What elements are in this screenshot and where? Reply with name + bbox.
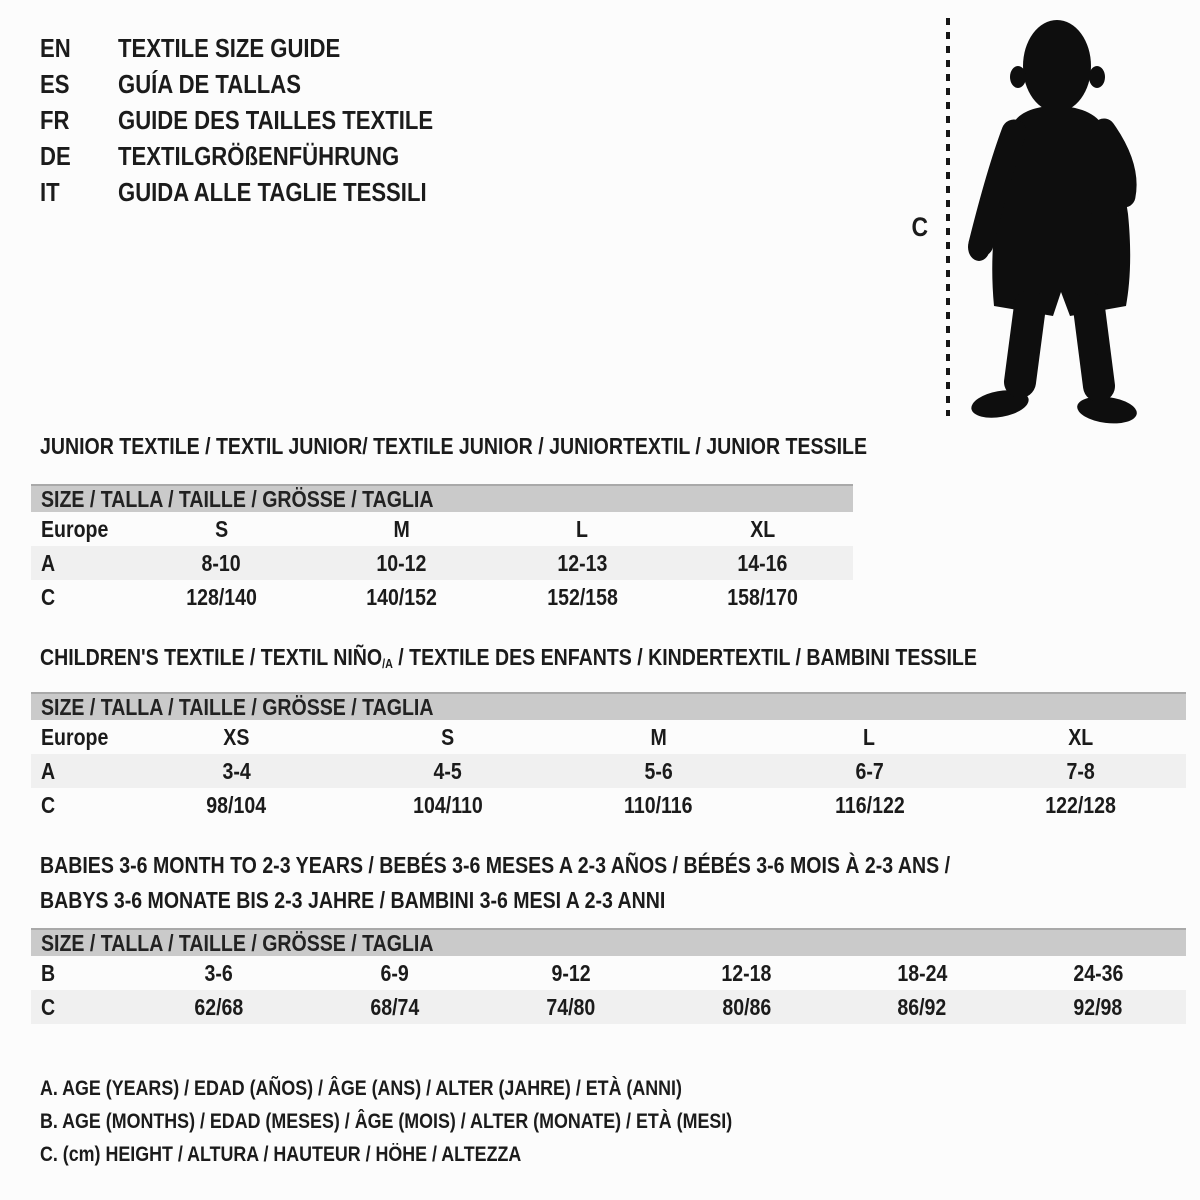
value-cell: 152/158 [546,583,618,610]
table-row [31,788,1186,822]
language-row [40,102,489,138]
language-label: GUIDE DES TAILLES TEXTILE [118,105,434,135]
value-cell: 86/92 [897,993,947,1020]
size-cell: XL [750,515,776,542]
children-heading-text: / TEXTILE DES ENFANTS / KINDERTEXTIL / BAMBINI TESSILE [392,644,977,670]
legend-line-height-cm: C. (cm) HEIGHT / ALTURA / HAUTEUR / HÖHE / ALTEZZA [40,1143,522,1166]
language-code: FR [40,105,70,135]
value-cell: 68/74 [370,993,420,1020]
table-row [31,990,1186,1024]
size-header-band: SIZE / TALLA / TAILLE / GRÖSSE / TAGLIA [31,692,1186,720]
babies-heading-line2: BABYS 3-6 MONATE BIS 2-3 JAHRE / BAMBINI 3-6 MESI A 2-3 ANNI [40,887,666,913]
children-heading-text: CHILDREN'S TEXTILE / TEXTIL NIÑO [40,644,383,670]
value-cell: 98/104 [206,791,267,818]
babies-heading-line1: BABIES 3-6 MONTH TO 2-3 YEARS / BEBÉS 3-6 MESES A 2-3 AÑOS / BÉBÉS 3-6 MOIS À 2-3 ANS / [40,852,951,878]
language-label: GUIDA ALLE TAGLIE TESSILI [118,177,427,207]
table-row [31,580,853,614]
nino-subscript: /A [382,657,393,672]
value-cell: 9-12 [551,959,591,986]
children-size-table [31,692,1186,822]
language-row [40,66,489,102]
size-cell: S [214,515,228,542]
height-marker-label: C [911,212,929,242]
value-cell: 110/116 [624,791,693,818]
junior-section-heading: JUNIOR TEXTILE / TEXTIL JUNIOR/ TEXTILE JUNIOR / JUNIORTEXTIL / JUNIOR TESSILE [40,433,868,459]
language-list [40,30,489,210]
size-cell: XS [223,723,250,750]
value-cell: 3-4 [222,757,251,784]
size-header-band: SIZE / TALLA / TAILLE / GRÖSSE / TAGLIA [31,484,853,512]
value-cell: 5-6 [644,757,673,784]
babies-section-heading [40,848,1111,918]
junior-size-table [31,484,853,614]
language-code: IT [40,177,60,207]
legend [40,1072,854,1171]
table-row [31,956,1186,990]
row-label: A [41,757,56,784]
language-code: ES [40,69,70,99]
table-row [31,754,1186,788]
language-label: TEXTILGRÖßENFÜHRUNG [118,141,400,171]
language-row [40,174,489,210]
value-cell: 158/170 [727,583,799,610]
value-cell: 116/122 [834,791,905,818]
row-label: A [41,549,56,576]
value-cell: 24-36 [1073,959,1124,986]
language-row [40,30,489,66]
value-cell: 10-12 [376,549,427,576]
value-cell: 4-5 [433,757,462,784]
row-label: C [41,791,56,818]
row-label: Europe [41,515,109,542]
value-cell: 6-7 [855,757,884,784]
size-cell: L [576,515,589,542]
size-cell: XL [1068,723,1093,750]
size-cell: M [393,515,410,542]
table-row [31,546,853,580]
value-cell: 74/80 [546,993,596,1020]
language-code: DE [40,141,71,171]
value-cell: 104/110 [412,791,483,818]
row-label: B [41,959,56,986]
value-cell: 7-8 [1066,757,1095,784]
size-header-band: SIZE / TALLA / TAILLE / GRÖSSE / TAGLIA [31,928,1186,956]
height-dashed-line [946,18,950,416]
row-label: C [41,993,56,1020]
babies-size-table [31,928,1186,1024]
language-row [40,138,489,174]
legend-line-age-years: A. AGE (YEARS) / EDAD (AÑOS) / ÂGE (ANS) / ALTER (JAHRE) / ETÀ (ANNI) [40,1077,682,1100]
value-cell: 62/68 [194,993,244,1020]
size-cell: L [863,723,876,750]
size-cell: S [440,723,455,750]
value-cell: 12-18 [721,959,772,986]
language-label: GUÍA DE TALLAS [118,69,301,99]
children-section-heading [40,644,1142,677]
row-label: Europe [41,723,109,750]
value-cell: 18-24 [897,959,948,986]
legend-line-age-months: B. AGE (MONTHS) / EDAD (MESES) / ÂGE (MOIS) / ALTER (MONATE) / ETÀ (MESI) [40,1110,733,1133]
language-code: EN [40,33,71,63]
size-cell: M [650,723,667,750]
table-row [31,720,1186,754]
table-row [31,512,853,546]
value-cell: 128/140 [185,583,257,610]
row-label: C [41,583,56,610]
value-cell: 14-16 [737,549,788,576]
toddler-silhouette-icon [958,14,1143,424]
value-cell: 80/86 [721,993,771,1020]
value-cell: 140/152 [366,583,438,610]
language-label: TEXTILE SIZE GUIDE [118,33,341,63]
value-cell: 6-9 [380,959,409,986]
value-cell: 92/98 [1073,993,1123,1020]
value-cell: 3-6 [204,959,234,986]
value-cell: 12-13 [557,549,608,576]
value-cell: 122/128 [1045,791,1116,818]
value-cell: 8-10 [201,549,241,576]
